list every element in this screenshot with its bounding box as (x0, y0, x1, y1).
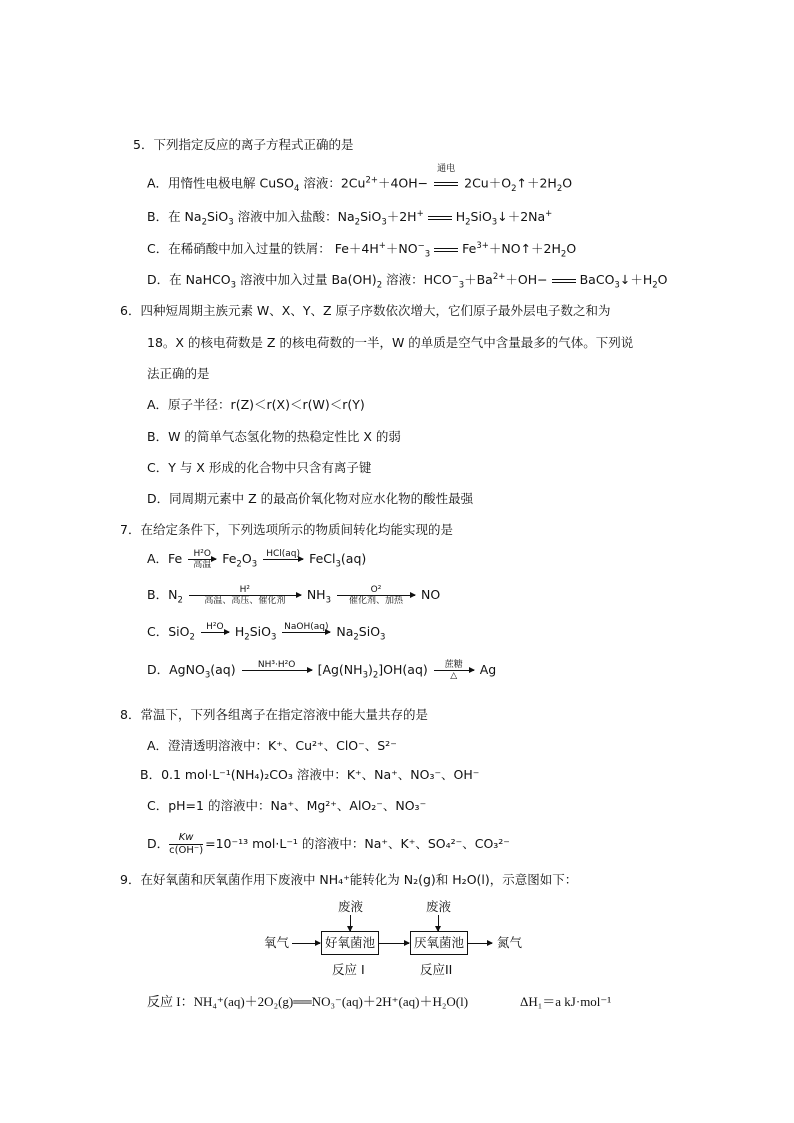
waste-label-2: 废液 (426, 899, 452, 914)
q6-option-a: A．原子半径：r(Z)＜r(X)＜r(W)＜r(Y) (147, 397, 365, 412)
q7-option-a: A．Fe H²O 高温 $Fe_2O_3$ HCl(aq) FeCl$_3$(aq) (147, 549, 367, 570)
q5-stem: 5．下列指定反应的离子方程式正确的是 (133, 137, 354, 152)
q9-reaction-equation: 反应 I：NH₄⁺(aq)＋2O₂(g)══NO₃⁻(aq)＋2H⁺(aq)＋H₂O(l) (147, 994, 469, 1009)
q5-option-d: D．在 NaHCO$_3$ 溶液中加入过量 $Ba(OH)_2$ 溶液：$HCO^-_3+Ba^{2+}+OH-$ $BaCO_3↓+H_2O$ (147, 271, 668, 291)
q6-option-d: D．同周期元素中 Z 的最高价氧化物对应水化物的酸性最强 (147, 491, 474, 506)
q8-stem: 8．常温下，下列各组离子在指定溶液中能大量共存的是 (120, 707, 428, 722)
oxygen-arrow (292, 943, 320, 944)
q8-option-a: A．澄清透明溶液中：K⁺、Cu²⁺、ClO⁻、S²⁻ (147, 738, 397, 753)
q6-stem-line1: 6．四种短周期主族元素 W、X、Y、Z 原子序数依次增大，它们原子最外层电子数之和为 (120, 303, 611, 318)
waste-label-1: 废液 (338, 899, 364, 914)
q9-enthalpy: ΔH₁＝a kJ·mol⁻¹ (520, 994, 612, 1009)
oxygen-label: 氧气 (264, 935, 290, 950)
anaerobic-tank: 厌氧菌池 (410, 931, 468, 955)
q7-option-d: D．AgNO$_3$(aq) NH³·H²O $[Ag(NH_3)_2]OH(aq)$ 蔗糖 △ Ag (147, 660, 497, 681)
waste-arrow-2 (438, 915, 439, 931)
nitrogen-label: 氮气 (497, 935, 523, 950)
reaction-2-label: 反应II (420, 962, 453, 977)
q6-option-c: C．Y 与 X 形成的化合物中只含有离子键 (147, 460, 372, 475)
q8-option-b: B．0.1 mol·L⁻¹(NH₄)₂CO₃ 溶液中：K⁺、Na⁺、NO₃⁻、OH⁻ (140, 767, 480, 782)
q6-stem-line2: 18。X 的核电荷数是 Z 的核电荷数的一半，W 的单质是空气中含量最多的气体。下列说 (147, 335, 634, 350)
kw-fraction: $\frac{Kw}{c(OH^-)}$ (169, 832, 204, 856)
q5-option-a: A．用惰性电极电解 CuSO$_4$ 溶液：$2Cu^{2+}+4OH-$ 通电 $2Cu+O_2↑+2H_2O$ (147, 164, 573, 194)
q5-option-c: C．在稀硝酸中加入过量的铁屑： $Fe+4H^++NO^-_3$ $Fe^{3+}+NO↑+2H_2O$ (147, 240, 577, 260)
q8-option-d: D． $\frac{Kw}{c(OH^-)}$ =10⁻¹³ mol·L⁻¹ 的溶液中：Na⁺、K⁺、SO₄²⁻、CO₃²⁻ (147, 832, 510, 856)
waste-arrow-1 (350, 915, 351, 931)
q5-option-b: B．在 $Na_2SiO_3$ 溶液中加入盐酸：$Na_2SiO_3+2H^+$ $H_2SiO_3↓+2Na^+$ (147, 208, 553, 228)
q7-stem: 7．在给定条件下，下列选项所示的物质间转化均能实现的是 (120, 522, 453, 537)
nitrogen-arrow (468, 943, 492, 944)
q8-option-c: C．pH=1 的溶液中：Na⁺、Mg²⁺、AlO₂⁻、NO₃⁻ (147, 798, 427, 813)
reaction-1-label: 反应 I (332, 962, 365, 977)
q6-option-b: B．W 的简单气态氢化物的热稳定性比 X 的弱 (147, 429, 401, 444)
q6-stem-line3: 法正确的是 (147, 366, 210, 381)
tank-arrow (379, 943, 409, 944)
q7-option-b: B．$N_2$ H² 高温、高压、催化剂 $NH_3$ O² 催化剂、加热 NO (147, 585, 441, 606)
q7-option-c: C．SiO$_2$ H²O $H_2SiO_3$ NaOH(aq) $Na_2SiO_3$ (147, 622, 386, 643)
q9-stem: 9．在好氧菌和厌氧菌作用下废液中 NH₄⁺能转化为 N₂(g)和 H₂O(l)，示意图如下： (120, 872, 578, 887)
aerobic-tank: 好氧菌池 (321, 931, 379, 955)
